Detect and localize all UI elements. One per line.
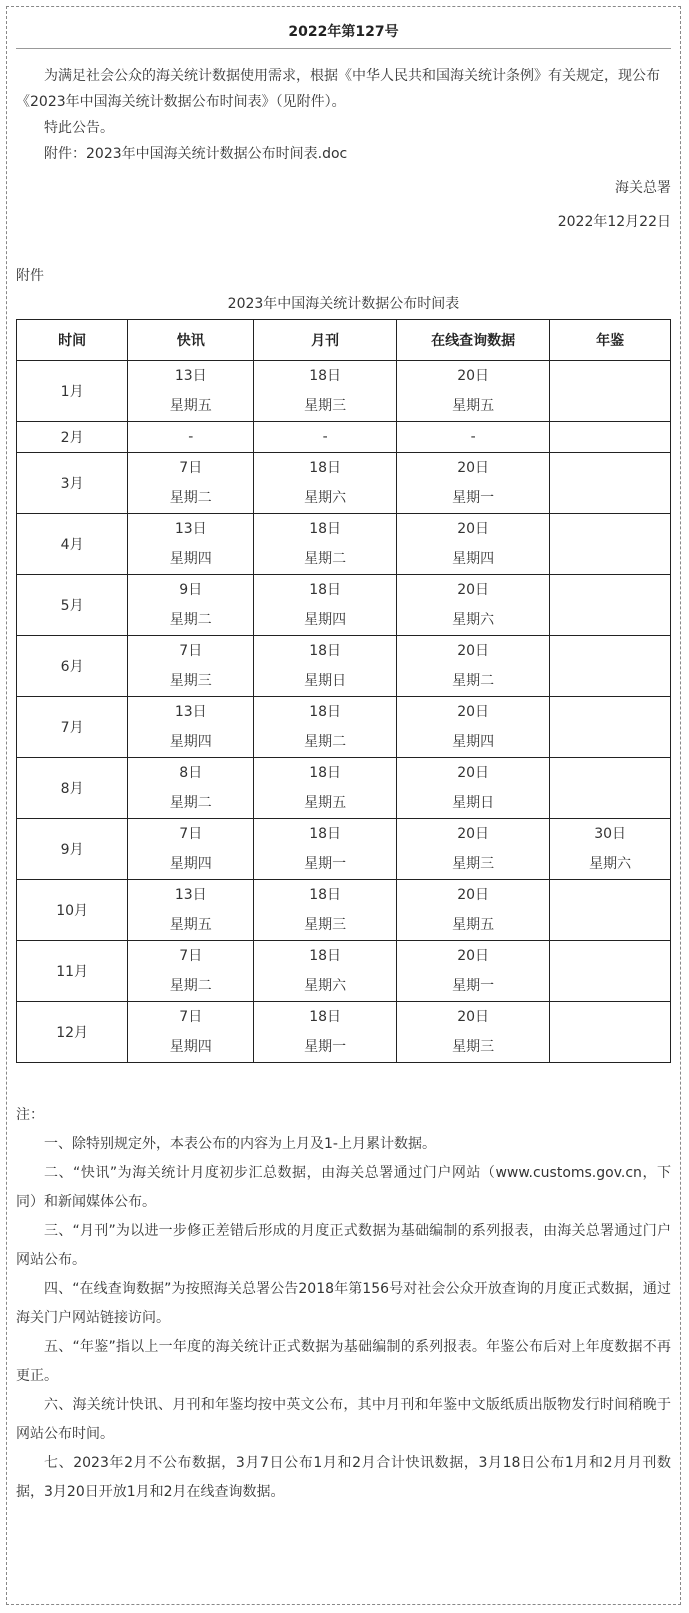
cell-date: 13日 <box>174 887 207 903</box>
cell-weekday: 星期六 <box>589 856 632 872</box>
note-item: 七、2023年2月不公布数据，3月7日公布1月和2月合计快讯数据，3月18日公布1月和2月月刊数据，3月20日开放1月和2月在线查询数据。 <box>16 1455 671 1500</box>
cell-weekday: 星期五 <box>452 398 495 414</box>
cell-weekday: 星期六 <box>304 978 347 994</box>
online-cell <box>397 514 550 575</box>
table-row <box>17 453 671 514</box>
table-title: 2023年中国海关统计数据公布时间表 <box>227 296 460 312</box>
issuer: 海关总署 <box>615 180 671 196</box>
issue-date: 2022年12月22日 <box>557 214 671 230</box>
monthly-cell <box>254 1002 397 1063</box>
notes-label: 注： <box>16 1107 44 1123</box>
month-cell: 8月 <box>17 758 128 819</box>
online-cell <box>397 636 550 697</box>
cell-weekday: 星期一 <box>304 1039 347 1055</box>
cell-weekday: 星期六 <box>452 612 495 628</box>
cell-date: 18日 <box>309 643 342 659</box>
schedule-table <box>16 319 671 1063</box>
header-yearbook: 年鉴 <box>550 320 671 361</box>
cell-date: 20日 <box>457 826 490 842</box>
cell-date: 18日 <box>309 948 342 964</box>
yearbook-cell <box>550 880 671 941</box>
cell-date: 20日 <box>457 704 490 720</box>
monthly-cell <box>254 422 397 453</box>
table-row <box>17 819 671 880</box>
flash-cell <box>128 636 254 697</box>
cell-date: 7日 <box>179 948 203 964</box>
monthly-cell <box>254 880 397 941</box>
attachment-label: 附件 <box>16 268 44 284</box>
cell-date: 18日 <box>309 460 342 476</box>
cell-date: 18日 <box>309 368 342 384</box>
cell-date: 18日 <box>309 826 342 842</box>
note-item: 五、“年鉴”指以上一年度的海关统计正式数据为基础编制的系列报表。年鉴公布后对上年度数据不再更正。 <box>16 1339 671 1384</box>
cell-weekday: 星期一 <box>452 490 495 506</box>
flash-cell <box>128 697 254 758</box>
table-row <box>17 575 671 636</box>
yearbook-cell <box>550 697 671 758</box>
cell-date: 7日 <box>179 826 203 842</box>
yearbook-cell <box>550 941 671 1002</box>
cell-date: 20日 <box>457 765 490 781</box>
monthly-cell <box>254 514 397 575</box>
cell-weekday: 星期三 <box>304 398 347 414</box>
table-row <box>17 422 671 453</box>
cell-weekday: 星期二 <box>169 795 212 811</box>
cell-weekday: 星期二 <box>169 490 212 506</box>
note-item: 二、“快讯”为海关统计月度初步汇总数据，由海关总署通过门户网站（www.customs.gov.cn，下同）和新闻媒体公布。 <box>16 1165 671 1210</box>
note-item: 六、海关统计快讯、月刊和年鉴均按中英文公布，其中月刊和年鉴中文版纸质出版物发行时间稍晚于网站公布时间。 <box>16 1397 671 1442</box>
note-item: 三、“月刊”为以进一步修正差错后形成的月度正式数据为基础编制的系列报表，由海关总署通过门户网站公布。 <box>16 1223 671 1268</box>
cell-date: 13日 <box>174 521 207 537</box>
cell-date: - <box>322 429 328 445</box>
month-cell: 10月 <box>17 880 128 941</box>
header-time: 时间 <box>17 320 128 361</box>
month-cell: 1月 <box>17 361 128 422</box>
cell-weekday: 星期四 <box>169 734 212 750</box>
month-cell: 2月 <box>17 422 128 453</box>
cell-weekday: 星期四 <box>452 551 495 567</box>
flash-cell <box>128 514 254 575</box>
cell-weekday: 星期四 <box>169 856 212 872</box>
cell-weekday: 星期三 <box>169 673 212 689</box>
flash-cell <box>128 819 254 880</box>
cell-weekday: 星期二 <box>304 551 347 567</box>
cell-date: 20日 <box>457 643 490 659</box>
yearbook-cell <box>550 636 671 697</box>
cell-weekday: 星期二 <box>169 978 212 994</box>
cell-weekday: 星期日 <box>452 795 495 811</box>
yearbook-cell <box>550 758 671 819</box>
cell-weekday: 星期二 <box>304 734 347 750</box>
cell-date: 18日 <box>309 887 342 903</box>
cell-weekday: 星期三 <box>452 1039 495 1055</box>
cell-weekday: 星期四 <box>304 612 347 628</box>
yearbook-cell <box>550 819 671 880</box>
online-cell <box>397 422 550 453</box>
table-row <box>17 941 671 1002</box>
month-cell: 4月 <box>17 514 128 575</box>
header-online: 在线查询数据 <box>397 320 550 361</box>
month-cell: 6月 <box>17 636 128 697</box>
cell-date: 30日 <box>594 826 627 842</box>
monthly-cell <box>254 697 397 758</box>
cell-date: 18日 <box>309 765 342 781</box>
yearbook-cell <box>550 575 671 636</box>
cell-date: 18日 <box>309 704 342 720</box>
yearbook-cell <box>550 514 671 575</box>
cell-date: 9日 <box>179 582 203 598</box>
month-cell: 12月 <box>17 1002 128 1063</box>
cell-date: - <box>188 429 194 445</box>
month-cell: 3月 <box>17 453 128 514</box>
monthly-cell <box>254 361 397 422</box>
announcement-number: 2022年第127号 <box>288 24 399 40</box>
note-item: 一、除特别规定外，本表公布的内容为上月及1-上月累计数据。 <box>44 1136 436 1152</box>
cell-weekday: 星期五 <box>304 795 347 811</box>
monthly-cell <box>254 453 397 514</box>
online-cell <box>397 819 550 880</box>
cell-weekday: 星期一 <box>452 978 495 994</box>
cell-date: 7日 <box>179 643 203 659</box>
cell-weekday: 星期三 <box>452 856 495 872</box>
monthly-cell <box>254 819 397 880</box>
cell-weekday: 星期四 <box>169 551 212 567</box>
table-row <box>17 514 671 575</box>
notes-section <box>16 1101 671 1507</box>
header-flash: 快讯 <box>128 320 254 361</box>
yearbook-cell <box>550 422 671 453</box>
cell-date: 18日 <box>309 1009 342 1025</box>
online-cell <box>397 1002 550 1063</box>
online-cell <box>397 941 550 1002</box>
flash-cell <box>128 453 254 514</box>
cell-weekday: 星期五 <box>169 398 212 414</box>
cell-date: 18日 <box>309 582 342 598</box>
cell-date: 20日 <box>457 887 490 903</box>
flash-cell <box>128 941 254 1002</box>
table-row <box>17 758 671 819</box>
yearbook-cell <box>550 453 671 514</box>
cell-weekday: 星期日 <box>304 673 347 689</box>
month-cell: 9月 <box>17 819 128 880</box>
online-cell <box>397 575 550 636</box>
online-cell <box>397 880 550 941</box>
notice-closing: 特此公告。 <box>44 120 114 136</box>
yearbook-cell <box>550 1002 671 1063</box>
cell-weekday: 星期二 <box>169 612 212 628</box>
month-cell: 11月 <box>17 941 128 1002</box>
flash-cell <box>128 1002 254 1063</box>
cell-date: 20日 <box>457 1009 490 1025</box>
header-monthly: 月刊 <box>254 320 397 361</box>
cell-weekday: 星期二 <box>452 673 495 689</box>
cell-weekday: 星期六 <box>304 490 347 506</box>
flash-cell <box>128 758 254 819</box>
cell-weekday: 星期四 <box>452 734 495 750</box>
flash-cell <box>128 361 254 422</box>
attachment-link[interactable]: 附件：2023年中国海关统计数据公布时间表.doc <box>44 146 348 162</box>
online-cell <box>397 361 550 422</box>
online-cell <box>397 453 550 514</box>
table-header-row <box>17 320 671 361</box>
cell-weekday: 星期一 <box>304 856 347 872</box>
cell-date: 13日 <box>174 368 207 384</box>
body-paragraph: 为满足社会公众的海关统计数据使用需求，根据《中华人民共和国海关统计条例》有关规定，现公布《2023年中国海关统计数据公布时间表》（见附件）。 <box>16 68 660 110</box>
monthly-cell <box>254 636 397 697</box>
online-cell <box>397 697 550 758</box>
cell-date: - <box>470 429 476 445</box>
month-cell: 7月 <box>17 697 128 758</box>
cell-weekday: 星期四 <box>169 1039 212 1055</box>
cell-date: 20日 <box>457 460 490 476</box>
online-cell <box>397 758 550 819</box>
monthly-cell <box>254 575 397 636</box>
cell-date: 20日 <box>457 521 490 537</box>
month-cell: 5月 <box>17 575 128 636</box>
table-row <box>17 361 671 422</box>
flash-cell <box>128 880 254 941</box>
cell-date: 8日 <box>179 765 203 781</box>
document <box>16 0 671 1507</box>
table-row <box>17 1002 671 1063</box>
cell-date: 7日 <box>179 460 203 476</box>
monthly-cell <box>254 941 397 1002</box>
cell-date: 20日 <box>457 948 490 964</box>
table-row <box>17 697 671 758</box>
yearbook-cell <box>550 361 671 422</box>
cell-date: 20日 <box>457 368 490 384</box>
cell-date: 7日 <box>179 1009 203 1025</box>
flash-cell <box>128 422 254 453</box>
monthly-cell <box>254 758 397 819</box>
cell-date: 13日 <box>174 704 207 720</box>
cell-date: 18日 <box>309 521 342 537</box>
cell-weekday: 星期五 <box>452 917 495 933</box>
note-item: 四、“在线查询数据”为按照海关总署公告2018年第156号对社会公众开放查询的月度正式数据，通过海关门户网站链接访问。 <box>16 1281 671 1326</box>
flash-cell <box>128 575 254 636</box>
cell-weekday: 星期三 <box>304 917 347 933</box>
cell-weekday: 星期五 <box>169 917 212 933</box>
cell-date: 20日 <box>457 582 490 598</box>
table-row <box>17 636 671 697</box>
title-divider <box>16 48 671 49</box>
table-row <box>17 880 671 941</box>
